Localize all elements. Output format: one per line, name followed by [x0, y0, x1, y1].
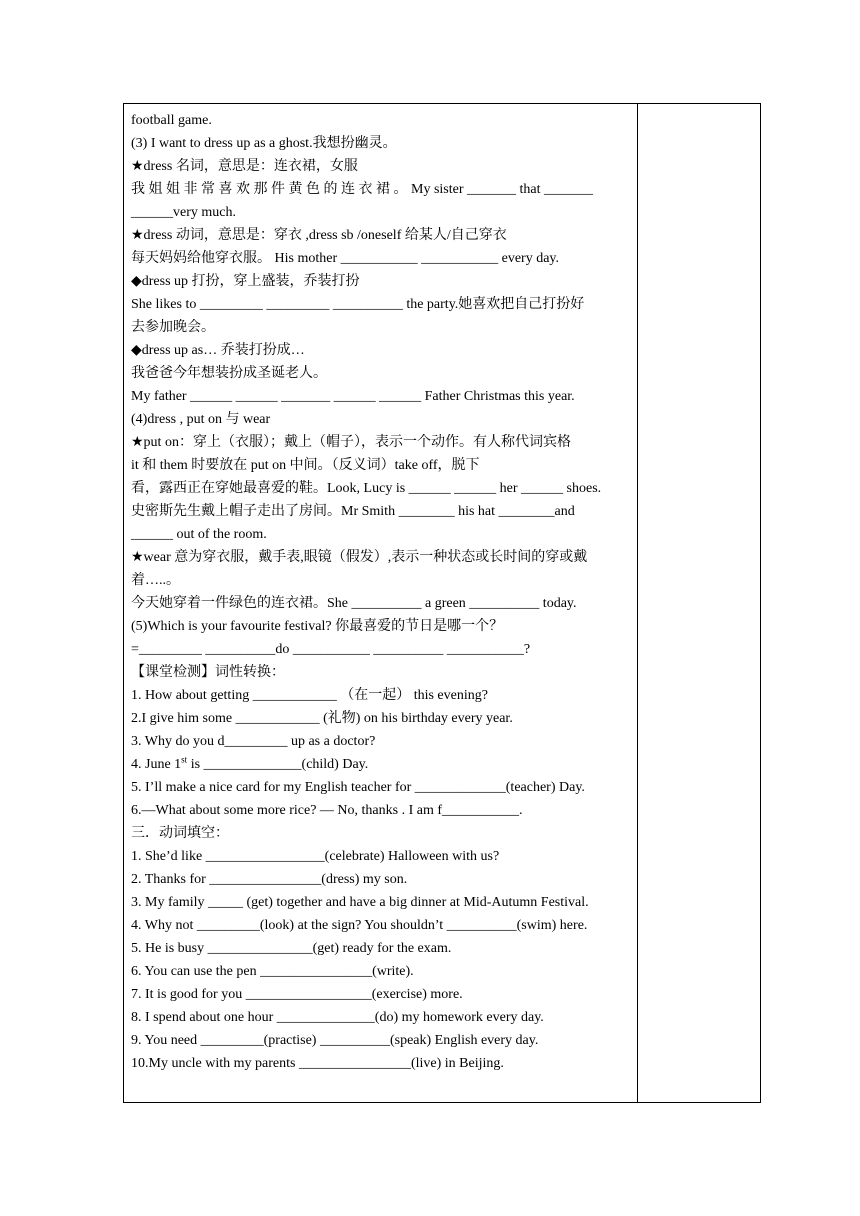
- june-prefix: 4. June 1: [131, 757, 182, 772]
- text-line: My father ______ ______ _______ ______ ______ Father Christmas this year.: [131, 389, 575, 404]
- section-heading: 三．动词填空：: [131, 826, 229, 841]
- exercise-item: 10.My uncle with my parents ________________(live) in Beijing.: [131, 1056, 504, 1071]
- worksheet-table: [123, 103, 761, 1103]
- section-heading: 【课堂检测】词性转换：: [131, 665, 285, 680]
- exercise-item: 6.—What about some more rice? — No, thanks . I am f___________.: [131, 803, 523, 818]
- exercise-item: 1. How about getting ____________ （在一起） this evening?: [131, 688, 488, 703]
- exercise-item: [131, 753, 629, 776]
- text-line: ★put on：穿上（衣服）；戴上（帽子），表示一个动作。有人称代词宾格: [131, 435, 571, 450]
- exercise-item: 8. I spend about one hour ______________(do) my homework every day.: [131, 1010, 544, 1025]
- text-line: ★dress 名词，意思是：连衣裙，女服: [131, 159, 358, 174]
- text-line: (3) I want to dress up as a ghost.我想扮幽灵。: [131, 136, 397, 151]
- exercise-item: 3. Why do you d_________ up as a doctor?: [131, 734, 376, 749]
- exercise-item: 7. It is good for you __________________(exercise) more.: [131, 987, 463, 1002]
- column-divider: [637, 104, 638, 1102]
- text-line: 史密斯先生戴上帽子走出了房间。Mr Smith ________ his hat ________and: [131, 504, 575, 519]
- exercise-item: 3. My family _____ (get) together and have a big dinner at Mid-Autumn Festival.: [131, 895, 589, 910]
- text-line: 去参加晚会。: [131, 320, 215, 335]
- text-line: 我爸爸今年想装扮成圣诞老人。: [131, 366, 327, 381]
- exercise-item: 9. You need _________(practise) __________(speak) English every day.: [131, 1033, 539, 1048]
- text-line: ______very much.: [131, 205, 236, 220]
- text-line: (4)dress , put on 与 wear: [131, 412, 271, 427]
- text-line: 着…..。: [131, 573, 180, 588]
- text-line: ★wear 意为穿衣服，戴手表,眼镜（假发）,表示一种状态或长时间的穿或戴: [131, 550, 588, 565]
- text-line: ◆dress up as… 乔装打扮成…: [131, 343, 305, 358]
- text-line: 今天她穿着一件绿色的连衣裙。She __________ a green __________ today.: [131, 596, 577, 611]
- text-line: 每天妈妈给他穿衣服。 His mother ___________ ___________ every day.: [131, 251, 559, 266]
- text-line: ◆dress up 打扮，穿上盛装，乔装打扮: [131, 274, 360, 289]
- text-line: 我 姐 姐 非 常 喜 欢 那 件 黄 色 的 连 衣 裙 。 My sister _______ that _______: [131, 182, 593, 197]
- text-line: ______ out of the room.: [131, 527, 267, 542]
- text-line: ★dress 动词，意思是：穿衣 ,dress sb /oneself 给某人/自己穿衣: [131, 228, 507, 243]
- exercise-item: 2.I give him some ____________ (礼物) on his birthday every year.: [131, 711, 513, 726]
- exercise-item: 5. He is busy _______________(get) ready for the exam.: [131, 941, 452, 956]
- exercise-item: 1. She’d like _________________(celebrate) Halloween with us?: [131, 849, 500, 864]
- text-line: =_________ __________do ___________ __________ ___________?: [131, 642, 531, 657]
- exercise-item: 2. Thanks for ________________(dress) my son.: [131, 872, 408, 887]
- text-line: (5)Which is your favourite festival? 你最喜爱的节日是哪一个？: [131, 619, 504, 634]
- text-line: She likes to _________ _________ __________ the party.她喜欢把自己打扮好: [131, 297, 585, 312]
- text-line: 看，露西正在穿她最喜爱的鞋。Look, Lucy is ______ ______ her ______ shoes.: [131, 481, 602, 496]
- ordinal-suffix: st: [181, 754, 188, 765]
- exercise-item: 5. I’ll make a nice card for my English teacher for _____________(teacher) Day.: [131, 780, 585, 795]
- exercise-item: 6. You can use the pen ________________(write).: [131, 964, 414, 979]
- main-column: [131, 109, 629, 1075]
- exercise-item: 4. Why not _________(look) at the sign? You shouldn’t __________(swim) here.: [131, 918, 588, 933]
- text-line: it 和 them 时要放在 put on 中间。（反义词）take off，脱下: [131, 458, 480, 473]
- june-rest: is ______________(child) Day.: [187, 757, 369, 772]
- text-line: football game.: [131, 113, 212, 128]
